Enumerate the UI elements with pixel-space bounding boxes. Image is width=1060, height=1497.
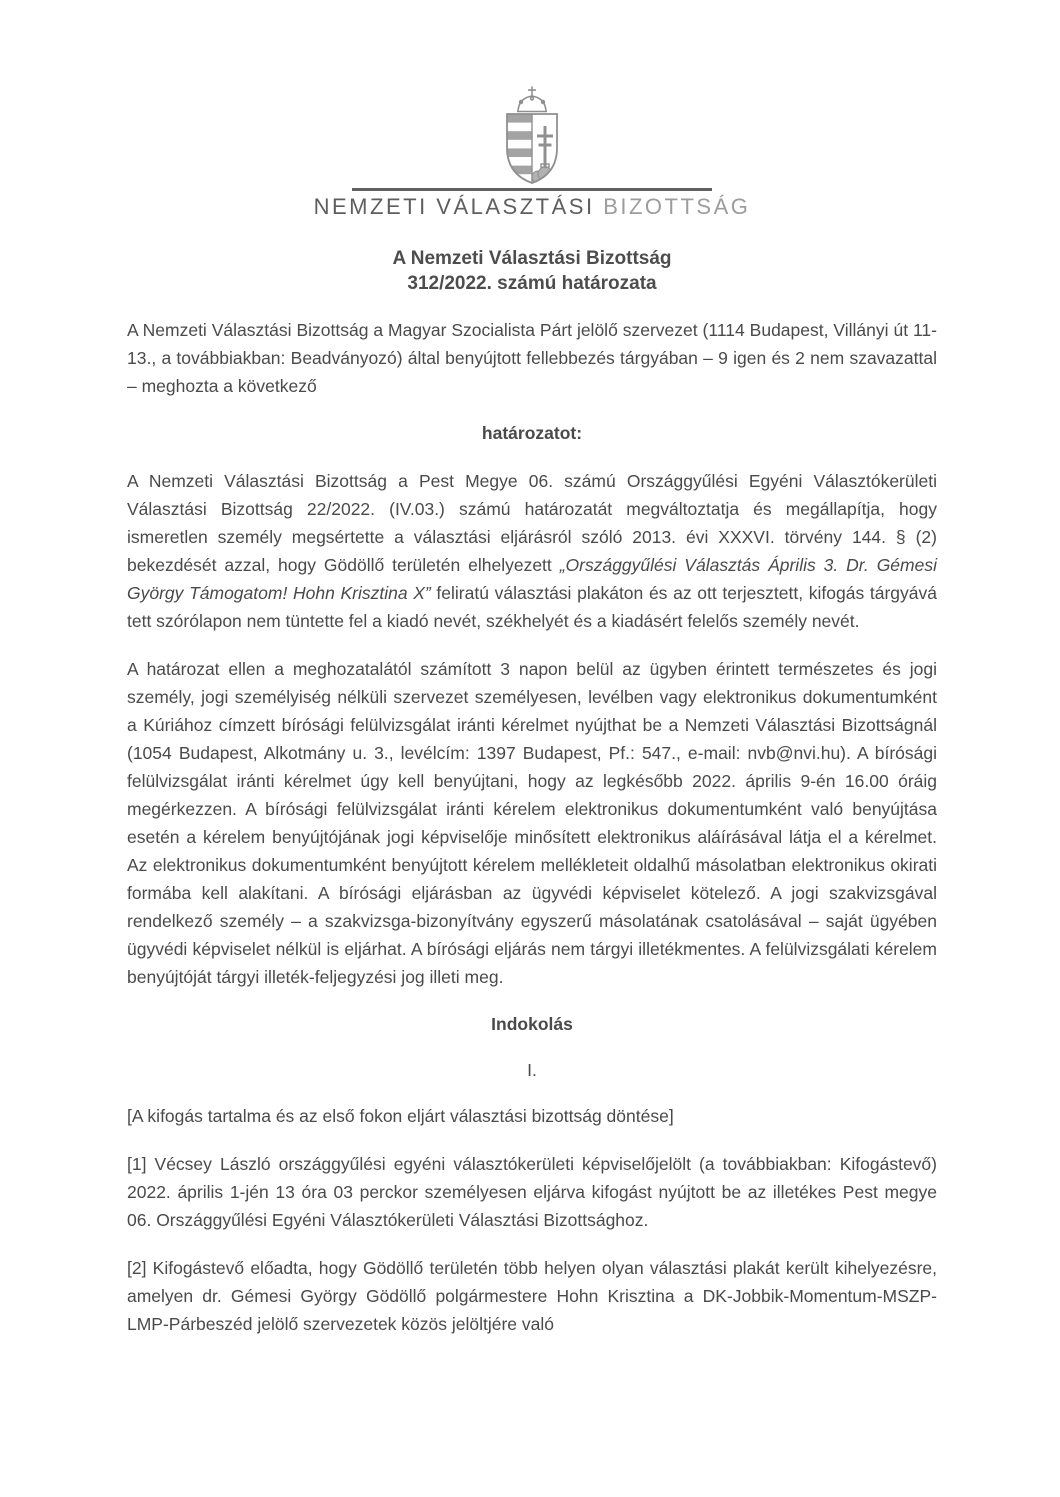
poster-quote-text: „Országgyűlési Választás Április 3. Dr. Gémesi György Támogatom! Hohn Krisztina X” [127,555,937,603]
header-rule [352,188,712,191]
reasoning-paragraph-1: [1] Vécsey László országgyűlési egyéni választókerületi képviselőjelölt (a továbbiakban: Kifogástevő) 2022. április 1-jén 13 óra 03 perckor személyesen eljárva kifogást nyújtott be az illetékes Pest megye 06. Országgyűlési Egyéni Választókerületi Választási Bizottsághoz. [127,1154,937,1230]
reasoning-paragraph-2: [2] Kifogástevő előadta, hogy Gödöllő területén több helyen olyan választási plakát került kihelyezésre, amelyen dr. Gémesi György Gödöllő polgármestere Hohn Krisztina a DK-Jobbik-Momentum-MSZP-LMP-Párbeszéd jelölő szervezetek közös jelöltjére való [127,1258,937,1334]
org-name-secondary-text: BIZOTTSÁG [603,194,751,219]
intro-paragraph: A Nemzeti Választási Bizottság a Magyar Szocialista Párt jelölő szervezet (1114 Budapest, Villányi út 11-13., a továbbiakban: Beadványozó) által benyújtott fellebbezés tárgyában – 9 igen és 2 nem szavazattal – meghozta a következő [127,320,937,396]
org-name [127,194,937,220]
hungarian-coat-of-arms-icon [491,86,573,186]
decision-body-paragraph [127,467,937,635]
org-name-primary: NEMZETI VÁLASZTÁSI [313,194,595,219]
decision-heading: határozatot: [481,423,583,443]
decision-title-line2: 312/2022. számú határozata [407,273,657,294]
section-title: [A kifogás tartalma és az első fokon eljárt választási bizottság döntése] [127,1106,674,1126]
decision-body-before-quote: A Nemzeti Választási Bizottság a Pest Megye 06. számú Országgyűlési Egyéni Választókerületi Választási Bizottság 22/2022. (IV.03.) számú határozatát megváltoztatja és megállapítja, hogy ismeretlen személy megsértette a választási eljárásról szóló 2013. évi XXXVI. törvény 144. § (2) bekezdését azzal, hogy Gödöllő területén elhelyezett [127,471,937,575]
decision-body-after-quote: feliratú választási plakáton és az ott terjesztett, kifogás tárgyává tett szórólapon nem tüntette fel a kiadó nevét, székhelyét és a kiadásért felelős személy nevét. [127,583,937,631]
reasoning-heading: Indokolás [491,1014,573,1034]
remedy-paragraph: A határozat ellen a meghozatalától számított 3 napon belül az ügyben érintett természetes és jogi személy, jogi személyiség nélküli szervezet személyesen, levélben vagy elektronikus dokumentumként a Kúriához címzett bírósági felülvizsgálat iránti kérelmet nyújthat be a Nemzeti Választási Bizottságnál (1054 Budapest, Alkotmány u. 3., levélcím: 1397 Budapest, Pf.: 547., e-mail: nvb@nvi.hu). A bírósági felülvizsgálat iránti kérelmet úgy kell benyújtani, hogy az legkésőbb 2022. április 9-én 16.00 óráig megérkezzen. A bírósági felülvizsgálat iránti kérelem elektronikus dokumentumként való benyújtása esetén a kérelem benyújtójának jogi képviselője minősített elektronikus aláírásával látja el a kérelmet. Az elektronikus dokumentumként benyújtott kérelem mellékleteit oldalhű másolatban elektronikus okirati formába kell alakítani. A bírósági eljárásban az ügyvédi képviselet kötelező. A jogi szakvizsgával rendelkező személy – a szakvizsga-bizonyítvány egyszerű másolatának csatolásával – saját ügyében ügyvédi képviselet nélkül is eljárhat. A bírósági eljárás nem tárgyi illetékmentes. A felülvizsgálati kérelem benyújtóját tárgyi illeték-feljegyzési jog illeti meg. [127,659,937,987]
org-name-secondary [595,194,604,219]
decision-title [127,246,937,296]
decision-title-line1: A Nemzeti Választási Bizottság [392,248,672,269]
section-numeral: I. [527,1060,537,1080]
document-header [127,86,937,220]
